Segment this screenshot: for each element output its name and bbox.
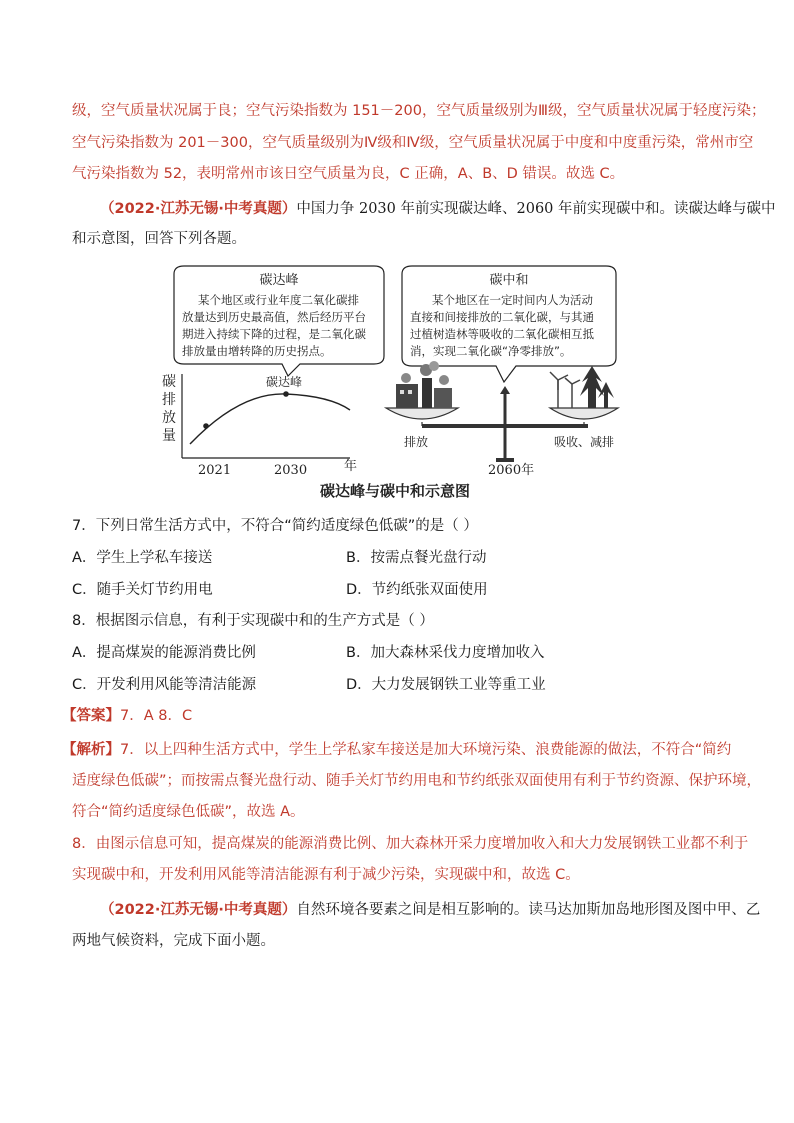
intro-text: 自然环境各要素之间是相互影响的。读马达加斯加岛地形图及图中甲、乙 [296,902,761,918]
analysis-line: 适度绿色低碳”；而按需点餐光盘行动、随手关灯节约用电和节约纸张双面使用有利于节约资源、保护环境， [72,773,762,789]
left-bubble-title: 碳达峰 [259,273,299,288]
q7-option-c[interactable]: C．随手关灯节约用电 [72,582,213,598]
y-axis-label: 碳 排 放 量 [162,374,176,444]
right-bubble-title: 碳中和 [489,273,529,288]
analysis-line: 8．由图示信息可知，提高煤炭的能源消费比例、加大森林开采力度增加收入和大力发展钢铁工业都不利于 [72,836,749,852]
question-intro [100,199,776,219]
explanation-line: 气污染指数为 52，表明常州市该日空气质量为良，C 正确，A、B、D 错误。故选 C。 [72,166,625,182]
figure-caption: 碳达峰与碳中和示意图 [319,482,471,500]
question-intro [100,900,760,920]
x-tick-2030: 2030 [274,463,308,478]
point-2021 [203,423,209,429]
scale-tip [500,386,510,394]
carbon-diagram [160,262,630,502]
question-7-stem: 7．下列日常生活方式中，不符合“简约适度绿色低碳”的是（ ） [72,518,478,534]
q8-option-b[interactable]: B．加大森林采伐力度增加收入 [346,645,545,661]
question-source: （2022·江苏无锡·中考真题） [100,902,297,918]
analysis-tag: 【解析】 [62,742,120,758]
analysis-line [62,740,732,760]
explanation-line: 空气污染指数为 201－300，空气质量级别为Ⅳ级和Ⅳ级，空气质量状况属于中度和中度重污染，常州市空 [72,135,754,151]
scale-base [496,458,514,462]
right-bubble-text: 过植树造林等吸收的二氧化碳相互抵 [410,327,594,341]
q8-option-a[interactable]: A．提高煤炭的能源消费比例 [72,645,256,661]
answer-tag: 【答案】 [62,708,120,724]
tree-icon [580,366,614,408]
q7-option-d[interactable]: D．节约纸张双面使用 [346,582,488,598]
q8-option-d[interactable]: D．大力发展钢铁工业等重工业 [346,677,546,693]
emission-label: 排放 [404,435,429,449]
analysis-line: 符合“简约适度绿色低碳”，故选 A。 [72,804,305,820]
analysis-text: 7．以上四种生活方式中，学生上学私家车接送是加大环境污染、浪费能源的做法，不符合“简约 [120,742,732,758]
left-bubble-text: 放量达到历史最高值，然后经历平台 [182,310,366,324]
question-8-stem: 8．根据图示信息，有利于实现碳中和的生产方式是（ ） [72,613,434,629]
answer-text: 7．A 8．C [120,708,193,724]
x-axis-unit: 年 [344,459,358,474]
right-pan [550,408,618,419]
right-bubble-text: 直接和间接排放的二氧化碳，与其通 [410,310,594,324]
left-bubble-text: 期进入持续下降的过程，是二氧化碳 [182,327,366,341]
right-bubble-text: 某个地区在一定时间内人为活动 [432,293,593,307]
right-bubble-text: 消，实现二氧化碳“净零排放”。 [410,344,572,358]
scale-beam [422,424,588,428]
emission-curve [190,394,350,444]
intro-text: 和示意图，回答下列各题。 [72,231,246,247]
q7-option-b[interactable]: B．按需点餐光盘行动 [346,550,487,566]
q8-option-c[interactable]: C．开发利用风能等清洁能源 [72,677,257,693]
peak-label: 碳达峰 [266,375,303,389]
question-source: （2022·江苏无锡·中考真题） [100,201,297,217]
left-bubble-text: 某个地区或行业年度二氧化碳排 [198,293,359,307]
analysis-line: 实现碳中和，开发利用风能等清洁能源有利于减少污染，实现碳中和，故选 C。 [72,867,580,883]
wind-turbine-icon [550,372,580,408]
factory-icon [396,361,452,408]
intro-text: 两地气候资料，完成下面小题。 [72,933,275,949]
scale-year: 2060年 [488,463,535,478]
q7-option-a[interactable]: A．学生上学私车接送 [72,550,213,566]
x-tick-2021: 2021 [198,463,232,478]
point-2030 [283,391,289,397]
left-bubble-text: 排放量由增转降的历史拐点。 [182,344,332,358]
absorb-label: 吸收、减排 [554,435,615,449]
explanation-line: 级，空气质量状况属于良；空气污染指数为 151－200，空气质量级别为Ⅲ级，空气质量状况属于轻度污染； [72,103,766,119]
left-pan [386,408,458,419]
answer-line [62,706,722,726]
intro-text: 中国力争 2030 年前实现碳达峰、2060 年前实现碳中和。读碳达峰与碳中 [296,201,776,217]
